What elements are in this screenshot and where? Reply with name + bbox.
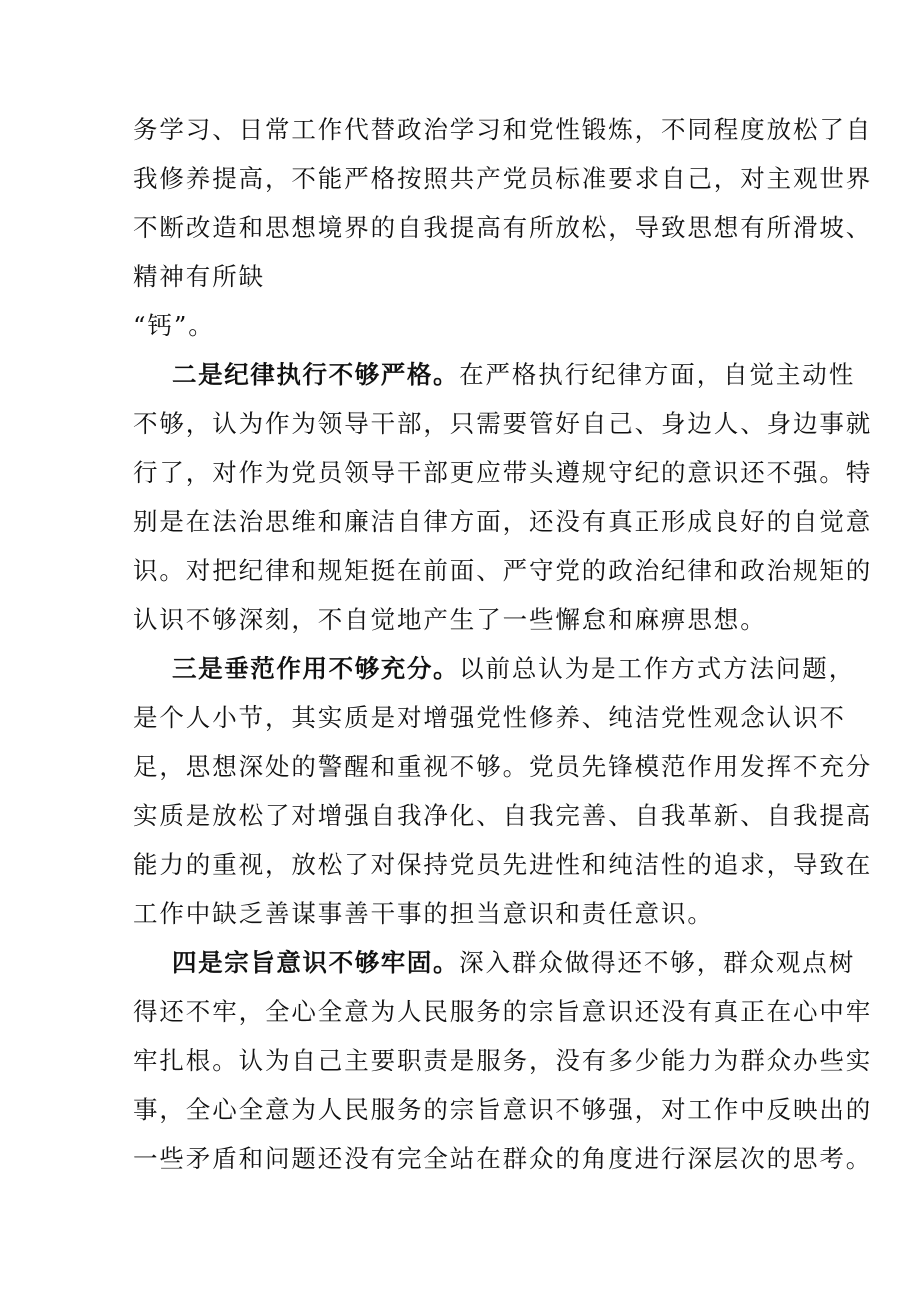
paragraph-2-line-2: 不够，认为作为领导干部，只需要管好自己、身边人、身边事就 bbox=[133, 409, 873, 438]
paragraph-4-line-2: 得还不牢，全心全意为人民服务的宗旨意识还没有真正在心中牢 bbox=[133, 997, 873, 1026]
paragraph-2-line-5: 识。对把纪律和规矩挺在前面、严守党的政治纪律和政治规矩的 bbox=[133, 556, 873, 585]
paragraph-1-line-5: “钙”。 bbox=[133, 311, 215, 340]
paragraph-2-line-6: 认识不够深刻，不自觉地产生了一些懈怠和麻痹思想。 bbox=[133, 605, 767, 634]
paragraph-2-line-1 bbox=[172, 360, 855, 390]
paragraph-1-line-3: 不断改造和思想境界的自我提高有所放松，导致思想有所滑坡、 bbox=[133, 213, 873, 242]
paragraph-3-line-5: 能力的重视，放松了对保持党员先进性和纯洁性的追求，导致在 bbox=[133, 850, 873, 879]
paragraph-3-line-4: 实质是放松了对增强自我净化、自我完善、自我革新、自我提高 bbox=[133, 801, 873, 830]
paragraph-3-line-6: 工作中缺乏善谋事善干事的担当意识和责任意识。 bbox=[133, 899, 714, 928]
paragraph-3-first-line-text: 以前总认为是工作方式方法问题， bbox=[459, 654, 856, 683]
paragraph-4-line-5: 一些矛盾和问题还没有完全站在群众的角度进行深层次的思考。 bbox=[133, 1144, 873, 1173]
paragraph-4-first-line-text: 深入群众做得还不够，群众观点树 bbox=[459, 948, 856, 977]
paragraph-4-line-4: 事，全心全意为人民服务的宗旨意识不够强，对工作中反映出的 bbox=[133, 1095, 873, 1124]
paragraph-1-line-1: 务学习、日常工作代替政治学习和党性锻炼，不同程度放松了自 bbox=[133, 115, 873, 144]
paragraph-3-line-3: 足，思想深处的警醒和重视不够。党员先锋模范作用发挥不充分 bbox=[133, 752, 873, 781]
paragraph-2-heading: 二是纪律执行不够严格。 bbox=[172, 360, 460, 389]
paragraph-4-line-1 bbox=[172, 948, 855, 978]
paragraph-4-line-3: 牢扎根。认为自己主要职责是服务，没有多少能力为群众办些实 bbox=[133, 1046, 873, 1075]
paragraph-1-line-4: 精神有所缺 bbox=[133, 262, 265, 291]
paragraph-3-line-1 bbox=[172, 654, 855, 684]
paragraph-2-line-3: 行了，对作为党员领导干部更应带头遵规守纪的意识还不强。特 bbox=[133, 458, 873, 487]
paragraph-2-line-4: 别是在法治思维和廉洁自律方面，还没有真正形成良好的自觉意 bbox=[133, 507, 873, 536]
paragraph-1-line-2: 我修养提高，不能严格按照共产党员标准要求自己，对主观世界 bbox=[133, 164, 873, 193]
paragraph-2-first-line-text: 在严格执行纪律方面，自觉主动性 bbox=[459, 360, 856, 389]
paragraph-4-heading: 四是宗旨意识不够牢固。 bbox=[172, 948, 460, 977]
paragraph-3-line-2: 是个人小节，其实质是对增强党性修养、纯洁党性观念认识不 bbox=[133, 703, 846, 732]
paragraph-3-heading: 三是垂范作用不够充分。 bbox=[172, 654, 460, 683]
